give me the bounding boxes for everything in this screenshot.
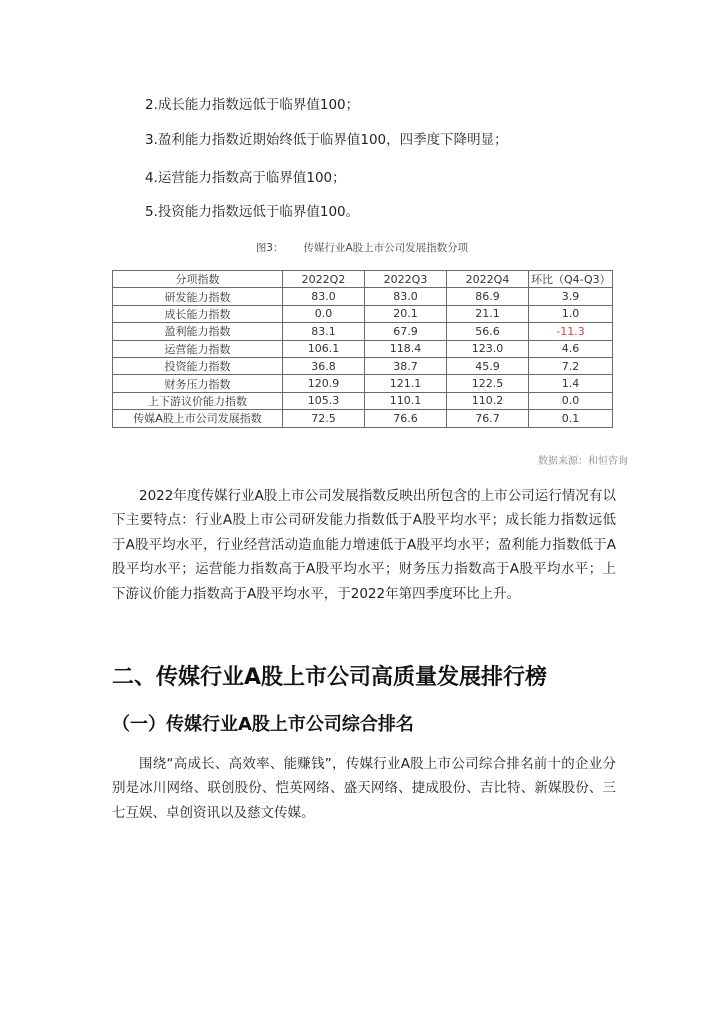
cell: 67.9 [365,323,447,340]
cell: 0.0 [529,392,613,409]
section-heading: 二、传媒行业A股上市公司高质量发展排行榜 [112,665,548,690]
table-row [113,375,613,392]
header-cell: 环比（Q4-Q3） [529,271,613,288]
cell: 122.5 [447,375,529,392]
table-header-row [113,271,613,288]
header-cell: 分项指数 [113,271,283,288]
cell: 83.0 [365,288,447,305]
cell: 0.0 [283,305,365,322]
list-item: 2.成长能力指数远低于临界值100； [145,97,360,113]
table-row [113,357,613,374]
cell: 成长能力指数 [113,305,283,322]
table-row [113,288,613,305]
table-row [113,340,613,357]
header-cell: 2022Q2 [283,271,365,288]
figure-caption [0,240,724,255]
cell: 76.6 [365,410,447,427]
cell: 76.7 [447,410,529,427]
cell: 7.2 [529,357,613,374]
cell: 36.8 [283,357,365,374]
cell: 21.1 [447,305,529,322]
cell: 83.0 [283,288,365,305]
cell: 86.9 [447,288,529,305]
cell: 45.9 [447,357,529,374]
cell: 20.1 [365,305,447,322]
list-item: 4.运营能力指数高于临界值100； [145,170,346,186]
cell: 120.9 [283,375,365,392]
index-table [112,270,613,428]
cell: 运营能力指数 [113,340,283,357]
body-paragraph: 2022年度传媒行业A股上市公司发展指数反映出所包含的上市公司运行情况有以下主要特点：行业A股上市公司研发能力指数低于A股平均水平；成长能力指数远低于A股平均水平，行业经营活动造血能力增速低于A股平均水平；盈利能力指数低于A股平均水平；运营能力指数高于A股平均水平；财务压力指数高于A股平均水平；上下游议价能力指数高于A股平均水平，于2022年第四季度环比上升。 [112,488,616,602]
cell: 盈利能力指数 [113,323,283,340]
cell: 财务压力指数 [113,375,283,392]
header-cell: 2022Q3 [365,271,447,288]
cell: 传媒A股上市公司发展指数 [113,410,283,427]
cell: 投资能力指数 [113,357,283,374]
cell: 56.6 [447,323,529,340]
cell: 上下游议价能力指数 [113,392,283,409]
header-cell: 2022Q4 [447,271,529,288]
table-row [113,323,613,340]
cell: 72.5 [283,410,365,427]
subsection-heading: （一）传媒行业A股上市公司综合排名 [112,714,414,735]
cell: 0.1 [529,410,613,427]
table-row [113,410,613,427]
cell-negative: -11.3 [529,323,613,340]
cell: 110.2 [447,392,529,409]
cell: 4.6 [529,340,613,357]
cell: 研发能力指数 [113,288,283,305]
cell: 121.1 [365,375,447,392]
cell: 3.9 [529,288,613,305]
list-item: 3.盈利能力指数近期始终低于临界值100，四季度下降明显； [145,132,508,148]
body-paragraph: 围绕“高成长、高效率、能赚钱”，传媒行业A股上市公司综合排名前十的企业分别是冰川网络、联创股份、恺英网络、盛天网络、捷成股份、吉比特、新媒股份、三七互娱、卓创资讯以及慈文传媒。 [112,756,616,821]
data-source: 数据来源：和恒咨询 [538,456,628,467]
cell: 123.0 [447,340,529,357]
cell: 83.1 [283,323,365,340]
cell: 38.7 [365,357,447,374]
list-item: 5.投资能力指数远低于临界值100。 [145,204,360,220]
table-row [113,305,613,322]
figure-label: 图3： [255,242,284,254]
cell: 118.4 [365,340,447,357]
table-row [113,392,613,409]
cell: 1.0 [529,305,613,322]
cell: 110.1 [365,392,447,409]
cell: 1.4 [529,375,613,392]
figure-title: 传媒行业A股上市公司发展指数分项 [303,242,469,254]
cell: 106.1 [283,340,365,357]
cell: 105.3 [283,392,365,409]
